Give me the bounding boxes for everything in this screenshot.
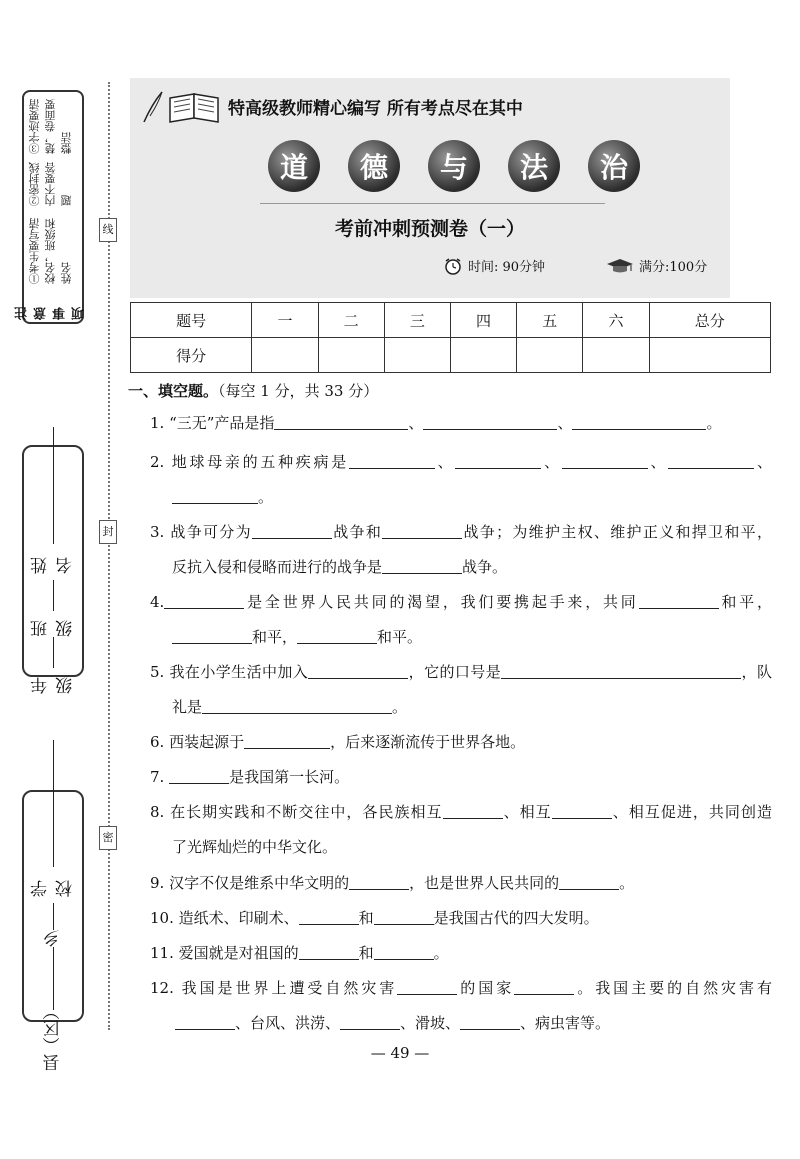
section-title: 一、填空题。: [128, 382, 219, 400]
notice-item: ①考生要写清校名，班级和姓名: [28, 217, 73, 284]
question-5: [150, 655, 772, 690]
graduation-cap-icon: [605, 257, 635, 275]
question-text: ，它的口号是: [408, 663, 502, 681]
question-text: 礼是: [172, 698, 203, 716]
table-cell: 六: [583, 303, 649, 338]
question-text: 和平。: [377, 628, 423, 646]
score-cell[interactable]: [517, 338, 583, 373]
question-8-cont: [172, 830, 772, 865]
answer-blank[interactable]: [501, 663, 741, 679]
table-cell: 题号: [131, 303, 252, 338]
question-text: 。: [706, 414, 722, 432]
score-cell[interactable]: [450, 338, 516, 373]
answer-blank[interactable]: [572, 414, 706, 430]
answer-blank[interactable]: [382, 523, 462, 539]
question-text: 、: [434, 453, 456, 471]
seal-mark-secret: 密: [99, 826, 117, 850]
question-3-cont: [172, 550, 772, 585]
question-text: 了光辉灿烂的中华文化。: [172, 838, 338, 856]
answer-blank[interactable]: [340, 1014, 400, 1030]
question-12: [150, 971, 772, 1006]
county-town-school-box: [22, 790, 84, 1072]
answer-blank[interactable]: [349, 874, 409, 890]
answer-blank[interactable]: [668, 453, 754, 469]
answer-blank[interactable]: [443, 803, 503, 819]
answer-blank[interactable]: [397, 979, 457, 995]
subject-char: 法: [508, 140, 560, 192]
question-text: 1. “三无”产品是指: [150, 414, 275, 432]
table-row: [131, 338, 771, 373]
question-text: 、: [408, 414, 424, 432]
table-cell: 二: [318, 303, 384, 338]
town-label: 乡: [43, 930, 64, 948]
question-text: 、: [754, 453, 772, 471]
table-cell: 得分: [131, 338, 252, 373]
subject-char: 德: [348, 140, 400, 192]
full-score-text: 满分:100分: [639, 260, 708, 275]
slogan: 特高级教师精心编写 所有考点尽在其中: [228, 98, 523, 119]
subject-title: [268, 140, 640, 192]
question-text: 。我国主要的自然灾害有: [574, 979, 772, 997]
county-blank[interactable]: [52, 947, 54, 1010]
question-6: [150, 725, 772, 760]
clock-icon: [442, 257, 464, 275]
grade-label: 年级: [31, 677, 76, 695]
question-text: 。: [433, 944, 449, 962]
question-text: 、相互: [502, 803, 552, 821]
answer-blank[interactable]: [172, 628, 252, 644]
grade-blank[interactable]: [52, 638, 54, 669]
answer-blank[interactable]: [559, 874, 619, 890]
table-cell: 总分: [649, 303, 770, 338]
notice-title: 注意事项: [15, 303, 87, 320]
seal-mark-line: 线: [99, 218, 117, 242]
question-text: 和: [358, 944, 374, 962]
score-cell[interactable]: [649, 338, 770, 373]
question-text: 反抗入侵和侵略而进行的战争是: [172, 558, 383, 576]
question-text: 和: [358, 909, 374, 927]
answer-blank[interactable]: [175, 1014, 235, 1030]
answer-blank[interactable]: [423, 414, 557, 430]
table-cell: 三: [384, 303, 450, 338]
answer-blank[interactable]: [244, 733, 330, 749]
question-text: 、: [557, 414, 573, 432]
question-text: 2. 地球母亲的五种疾病是: [150, 453, 349, 471]
town-blank[interactable]: [52, 903, 54, 930]
question-text: 、台风、洪涝、: [235, 1014, 341, 1032]
slogan-row: [140, 86, 523, 126]
question-10: [150, 901, 772, 936]
question-text: 。: [619, 874, 635, 892]
answer-blank[interactable]: [202, 698, 392, 714]
notice-item: ③字迹要清楚，卷面要整洁: [28, 99, 73, 155]
notice-item: ②密封线内不要答题: [28, 161, 73, 206]
answer-blank[interactable]: [299, 909, 359, 925]
score-table: [130, 302, 771, 373]
question-4: [150, 585, 772, 620]
subject-char: 与: [428, 140, 480, 192]
answer-blank[interactable]: [172, 488, 258, 504]
answer-blank[interactable]: [164, 593, 244, 609]
question-text: 8. 在长期实践和不断交往中，各民族相互: [150, 803, 443, 821]
table-cell: 四: [450, 303, 516, 338]
question-text: 是我国第一长河。: [229, 768, 350, 786]
score-cell[interactable]: [384, 338, 450, 373]
question-7: [150, 760, 772, 795]
time-text: 时间: 90分钟: [468, 260, 546, 275]
score-cell[interactable]: [318, 338, 384, 373]
question-text: 4.: [150, 593, 165, 611]
question-text: 7.: [150, 768, 165, 786]
question-5-cont: [172, 690, 772, 725]
question-12-cont: [175, 1006, 775, 1041]
answer-blank[interactable]: [552, 803, 612, 819]
answer-blank[interactable]: [382, 558, 462, 574]
table-row: [131, 303, 771, 338]
question-text: 、滑坡、: [400, 1014, 461, 1032]
table-cell: 五: [517, 303, 583, 338]
page-number: — 49 —: [370, 1044, 430, 1062]
answer-blank[interactable]: [349, 453, 435, 469]
answer-blank[interactable]: [299, 944, 359, 960]
question-text: 6. 西装起源于: [150, 733, 245, 751]
question-text: 战争。: [462, 558, 508, 576]
answer-blank[interactable]: [297, 628, 377, 644]
answer-blank[interactable]: [308, 663, 408, 679]
score-info: [605, 256, 707, 275]
question-text: 3. 战争可分为: [150, 523, 252, 541]
header-banner: [130, 78, 730, 298]
question-9: [150, 866, 772, 901]
header-divider: [260, 203, 605, 204]
subject-char: 道: [268, 140, 320, 192]
question-4-cont: [172, 620, 772, 655]
question-text: 战争和: [331, 523, 383, 541]
question-2-cont: [172, 480, 772, 515]
class-label: 班级: [31, 620, 76, 638]
question-text: 是我国古代的四大发明。: [433, 909, 599, 927]
section-heading: [128, 380, 378, 401]
question-1: [150, 406, 772, 441]
question-text: 的国家: [457, 979, 515, 997]
question-text: 。: [392, 698, 408, 716]
answer-blank[interactable]: [274, 414, 408, 430]
question-text: 5. 我在小学生活中加入: [150, 663, 309, 681]
book-quill-icon: [140, 86, 222, 126]
paper-title: 考前冲刺预测卷（一）: [334, 218, 525, 240]
question-8: [150, 795, 772, 830]
time-info: [442, 256, 545, 275]
class-blank[interactable]: [52, 581, 54, 612]
name-label: 姓名: [31, 557, 76, 575]
score-cell[interactable]: [252, 338, 318, 373]
question-text: 、相互促进，共同创造: [611, 803, 772, 821]
answer-blank[interactable]: [514, 979, 574, 995]
answer-blank[interactable]: [169, 768, 229, 784]
answer-blank[interactable]: [252, 523, 332, 539]
question-text: 12. 我国是世界上遭受自然灾害: [150, 979, 398, 997]
question-text: 战争；为维护主权、维护正义和捍卫和平，: [462, 523, 772, 541]
answer-blank[interactable]: [374, 909, 434, 925]
school-blank[interactable]: [52, 741, 54, 867]
answer-blank[interactable]: [562, 453, 648, 469]
school-label: 学校: [31, 880, 76, 898]
question-text: ，也是世界人民共同的: [409, 874, 560, 892]
question-text: 、病虫害等。: [520, 1014, 611, 1032]
question-text: 9. 汉字不仅是维系中华文明的: [150, 874, 350, 892]
question-text: 10. 造纸术、印刷术、: [150, 909, 299, 927]
answer-blank[interactable]: [374, 944, 434, 960]
name-blank[interactable]: [52, 428, 54, 545]
table-cell: 一: [252, 303, 318, 338]
question-text: 。: [258, 488, 274, 506]
question-11: [150, 936, 772, 971]
question-text: 、: [647, 453, 669, 471]
question-3: [150, 515, 772, 550]
score-cell[interactable]: [583, 338, 649, 373]
question-text: 、: [541, 453, 562, 471]
notice-text: [15, 90, 87, 320]
question-2: [150, 445, 772, 480]
answer-blank[interactable]: [455, 453, 541, 469]
question-text: ，队: [741, 663, 772, 681]
answer-blank[interactable]: [460, 1014, 520, 1030]
county-label: 县（区）: [43, 1003, 64, 1072]
question-text: 和平，: [718, 593, 772, 611]
answer-blank[interactable]: [639, 593, 719, 609]
question-text: 11. 爱国就是对祖国的: [150, 944, 299, 962]
section-note: （每空 1 分，共 33 分）: [218, 382, 379, 400]
question-text: ，后来逐渐流传于世界各地。: [330, 733, 526, 751]
subject-char: 治: [588, 140, 640, 192]
seal-mark-seal: 封: [99, 520, 117, 544]
grade-class-name-box: [22, 445, 84, 695]
question-text: 和平，: [252, 628, 298, 646]
question-text: 是全世界人民共同的渴望，我们要携起手来，共同: [244, 593, 639, 611]
